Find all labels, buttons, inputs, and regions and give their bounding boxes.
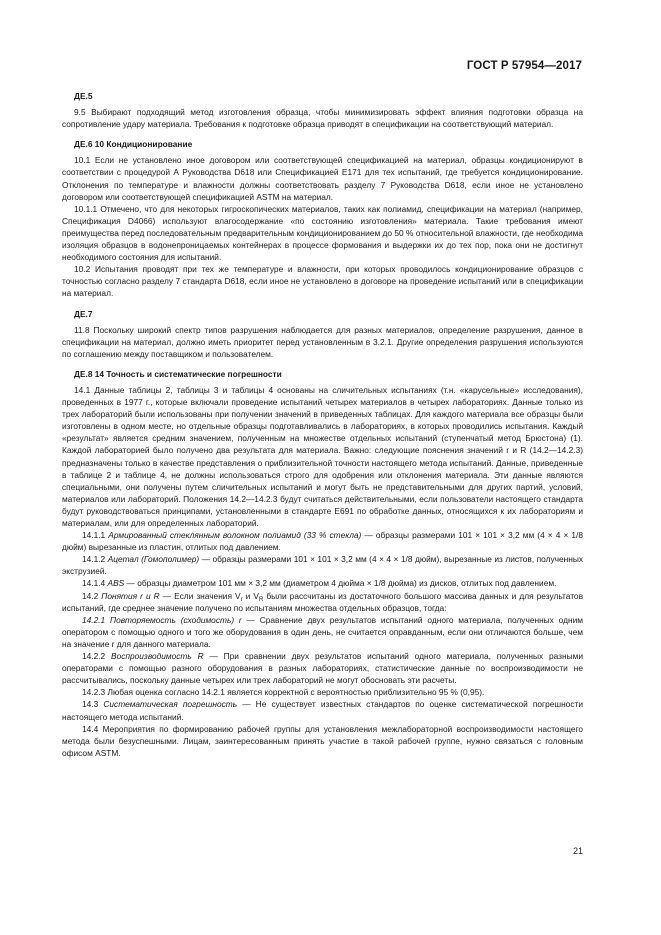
paragraph-10-1: 10.1 Если не установлено иное договором или соответствующей спецификацией на материал, образцы кондиционируют в соответствии с процедурой А Руководства D618 или Спецификацией Е171 для тех испытаний, где требуется кондиционирование. Отклонения по температуре и влажности должны соответствовать разделу 7 Руководства D618, если иное не установлено договором или соответствующей спецификацией ASTM на материал. xyxy=(62,155,583,202)
clause-text: были рассчитаны из достаточного большого массива данных и для результатов испытаний, где среднее значение получено по испытаниям множества отдельных образцов, тогда: xyxy=(62,590,583,613)
section-heading-de8: ДЕ.8 14 Точность и систематические погрешности xyxy=(74,368,282,379)
paragraph-14-1-2 xyxy=(62,553,583,577)
material-name: ABS xyxy=(107,578,125,589)
clause-number: 14.1.1 xyxy=(82,530,106,541)
clause-term: Понятия r и R xyxy=(101,590,160,601)
clause-text: — Не существует известных стандартов по оценке систематической погрешности настоящего метода испытаний. xyxy=(62,699,583,722)
clause-text: — образцы размерами 101 × 101 × 3,2 мм (4 × 4 × 1/8 дюйм) вырезанные из пластин, отлитых под давлением. xyxy=(62,530,583,553)
paragraph-10-1-1: 10.1.1 Отмечено, что для некоторых гигроскопических материалов, таких как полиамид, спецификации на материал (например, Спецификация D4066) используют влагосодержание «по состоянию изготовления» материала. Такие требования имеют преимущества перед последовательным предварительным кондиционированием до 50 % относительной влажности, где необходима изоляция образцов в водонепроницаемых контейнерах в процессе формования и выдержки их до тех пор, пока они не достигнут необходимого состояния для испытаний. xyxy=(62,203,583,263)
clause-text: — Сравнение двух результатов испытаний одного материала, полученных одним оператором с помощью одного и того же оборудования в один день, не считается оправданным, если они отличаются больше, чем на значение r для данного материала. xyxy=(62,614,583,649)
paragraph-14-2-1 xyxy=(62,614,583,650)
clause-text: — При сравнении двух результатов испытаний одного материала, полученных разными операторами с помощью разного оборудования в разных лабораториях, статистические данные по воспроизводимости не рассчитывались, поскольку данные четырех или трех лабораторий не могут обосновать эти расчеты. xyxy=(62,651,583,686)
paragraph-14-4: 14.4 Мероприятия по формированию рабочей группы для установления межлабораторной воспроизводимости настоящего метода были безуспешными. Лицам, заинтересованным принять участие в такой рабочей группе, нужно связаться с головным офисом ASTM. xyxy=(62,723,583,758)
paragraph-9-5: 9.5 Выбирают подходящий метод изготовления образца, чтобы минимизировать эффект влияния подготовки образца на сопротивление удару материала. Требования к подготовке образца приводят в спецификации на соответствующий материал. xyxy=(62,107,583,130)
material-name: Армированный стеклянным волокном полиамид (33 % стекла) xyxy=(108,530,362,541)
clause-term: 14.2.1 Повторяемость (сходимость) r xyxy=(82,614,242,625)
clause-number: 14.3 xyxy=(82,699,99,710)
paragraph-14-1-4 xyxy=(62,577,583,589)
document-id: ГОСТ Р 57954—2017 xyxy=(466,60,582,72)
paragraph-10-2: 10.2 Испытания проводят при тех же температуре и влажности, при которых проводилось кондиционирование образцов с точностью согласно разделу 7 стандарта D618, если иное не установлено в договоре на проведение испытаний или в спецификации на материал. xyxy=(62,264,583,299)
paragraph-14-3 xyxy=(62,698,583,722)
clause-number: 14.2 xyxy=(82,590,99,601)
paragraph-14-2-2 xyxy=(62,650,583,686)
clause-text: — Если значения V xyxy=(159,590,241,601)
clause-number: 14.1.4 xyxy=(82,578,106,589)
section-heading-de7: ДЕ.7 xyxy=(74,308,93,319)
paragraph-14-1-1 xyxy=(62,529,583,553)
clause-number: 14.2.2 xyxy=(82,651,106,662)
material-name: Ацетал (Гомополимер) xyxy=(107,554,200,565)
section-heading-de6: ДЕ.6 10 Кондиционирование xyxy=(74,139,193,150)
clause-text: и V xyxy=(242,590,259,601)
section-heading-de5: ДЕ.5 xyxy=(74,91,93,101)
paragraph-14-2-3: 14.2.3 Любая оценка согласно 14.2.1 является корректной с вероятностью приблизительно 95 % (0,95). xyxy=(82,687,485,698)
clause-number: 14.1.2 xyxy=(82,554,106,565)
clause-term: Систематическая погрешность xyxy=(103,699,238,710)
clause-text: — образцы размерами 101 × 101 × 3,2 мм (4 × 4 × 1/8 дюйм), вырезанные из листов, полученных экструзией. xyxy=(62,554,584,577)
paragraph-14-1: 14.1 Данные таблицы 2, таблицы 3 и таблицы 4 основаны на сличительных испытаниях (т.н. «карусельные» исследования), проведенных в 1977 г., которые включали проведение испытаний четырех материалов в четырех лабораториях. Данные только из трех лабораторий были использованы при получении значений в приведенных таблицах. Для каждого материала все образцы были изготовлены в одном месте, но отдельные образцы подготавливались в лабораториях, в которых проводились испытания. Каждый «результат» является средним значением, полученным на множестве отдельных испытаний (ступенчатый метод Брюстона) (1). Каждой лабораторией было получено два результата для материала. Важно: следующие пояснения значений r и R (14.2—14.2.3) предназначены только в качестве представления о приблизительной точности настоящего метода испытаний. Данные, приведенные в таблице 2 и таблице 4, не должны использоваться строго для одобрения или отклонения материала. Эти данные являются специальными, они получены путем сличительных испытаний и могут быть не представительными для других партий, условий, материалов или лабораторий. Положения 14.2—14.2.3 будут считаться действительными, если пользователи настоящего стандарта будут руководствоваться принципами, установленными в стандарте Е691 по обработке данных, относящихся к их лабораториям и материалам, или для определенных лабораторий. xyxy=(62,384,583,528)
paragraph-14-2 xyxy=(62,590,583,614)
clause-term: Воспроизводимость R xyxy=(111,651,204,662)
subscript-r: r xyxy=(240,596,243,603)
subscript-R: R xyxy=(258,596,264,603)
clause-text: — образцы диаметром 101 мм × 3,2 мм (диаметром 4 дюйма × 1/8 дюйма) из дисков, отлитых под давлением. xyxy=(124,578,557,589)
page-number: 21 xyxy=(572,846,583,856)
document-body xyxy=(62,90,583,759)
paragraph-11-8: 11.8 Поскольку широкий спектр типов разрушения наблюдается для разных материалов, определение разрушения, данное в спецификации на материал, должно иметь приоритет перед установленным в 3.2.1. Другие определения разрушения используются по соглашению между поставщиком и пользователем. xyxy=(62,324,583,359)
